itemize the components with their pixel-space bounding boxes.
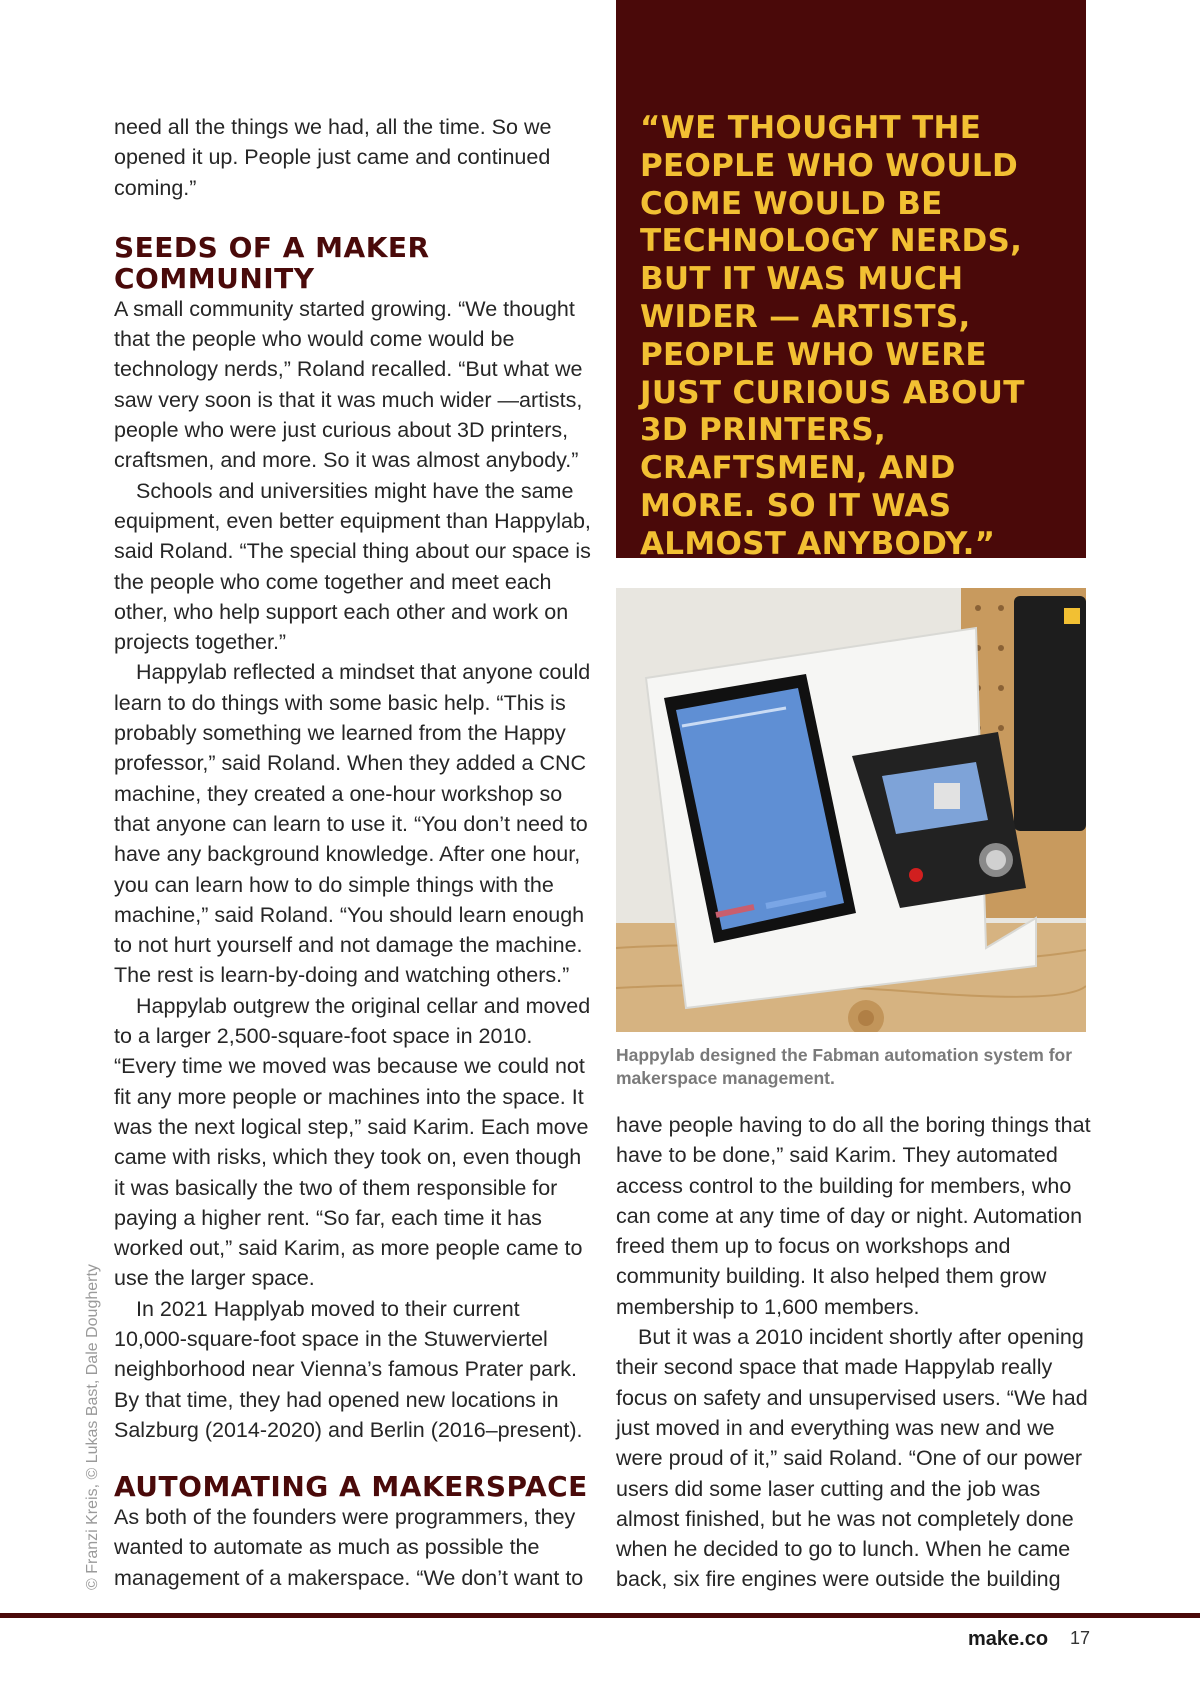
page-number: 17 xyxy=(1070,1628,1091,1648)
intro-paragraph: need all the things we had, all the time. So we opened it up. People just came and continued coming.” xyxy=(114,115,552,200)
section-heading-automating: AUTOMATING A MAKERSPACE xyxy=(114,1470,588,1504)
pull-quote-box xyxy=(616,0,1086,562)
fabman-photo xyxy=(616,588,1086,1032)
right-column xyxy=(616,1110,1094,1595)
body-paragraph: But it was a 2010 incident shortly after opening their second space that made Happylab really focus on safety and unsupervised users. “We had just moved in and everything was new and we were proud of it,” said Roland. “One of our power users did some laser cutting and the job was almost finished, but he was not completely done when he decided to go to lunch. When he came back, six fire engines were outside the building xyxy=(616,1325,1088,1592)
body-paragraph: have people having to do all the boring things that have to be done,” said Karim. They automated access control to the building for members, who can come at any time of day or night. Automation freed them up to focus on workshops and community building. It also helped them grow membership to 1,600 members. xyxy=(616,1113,1091,1319)
photo-credit: © Franzi Kreis, © Lukas Bast, Dale Dougherty xyxy=(84,1264,101,1590)
left-column xyxy=(114,112,592,1593)
body-paragraph: Schools and universities might have the same equipment, even better equipment than Happylab, said Roland. “The special thing about our space is the people who come together and meet each other, who help support each other and work on projects together.” xyxy=(114,478,591,655)
body-paragraph: A small community started growing. “We thought that the people who would come would be technology nerds,” Roland recalled. “But what we saw very soon is that it was much wider —artists, people who were just curious about 3D printers, craftsmen, and more. So it was almost anybody.” xyxy=(114,296,583,473)
body-paragraph: Happylab outgrew the original cellar and moved to a larger 2,500-square-foot space in 2010. “Every time we moved was because we could not fit any more people or machines into the space. It was the next logical step,” said Karim. Each move came with risks, which they took on, even though it was basically the two of them responsible for paying a higher rent. “So far, each time it has worked out,” said Karim, as more people came to use the larger space. xyxy=(114,993,591,1291)
photo-caption: Happylab designed the Fabman automation system for makerspace management. xyxy=(616,1045,1073,1088)
body-paragraph: As both of the founders were programmers, they wanted to automate as much as possible the management of a makerspace. “We don’t want to xyxy=(114,1505,584,1590)
footer-rule xyxy=(0,1613,1200,1618)
section-heading-seeds: SEEDS OF A MAKER COMMUNITY xyxy=(114,230,430,295)
footer-site-link[interactable]: make.co xyxy=(968,1628,1049,1650)
body-paragraph: In 2021 Happlyab moved to their current 10,000-square-foot space in the Stuwerviertel neighborhood near Vienna’s famous Prater park. By that time, they had opened new locations in Salzburg (2014-2020) and Berlin (2016–present). xyxy=(114,1296,583,1442)
pull-quote-text: “WE THOUGHT THE PEOPLE WHO WOULD COME WOULD BE TECHNOLOGY NERDS, BUT IT WAS MUCH WIDER — ARTISTS, PEOPLE WHO WERE JUST CURIOUS ABOUT 3D PRINTERS, CRAFTSMEN, AND MORE. SO IT WAS ALMOST ANYBODY.” xyxy=(640,110,1025,562)
body-paragraph: Happylab reflected a mindset that anyone could learn to do things with some basic help. “This is probably something we learned from the Happy professor,” said Roland. When they added a CNC machine, they created a one-hour workshop so that anyone can learn to use it. “You don’t need to have any background knowledge. After one hour, you can learn how to do simple things with the machine,” said Roland. “You should learn enough to not hurt yourself and not damage the machine. The rest is learn-by-doing and watching others.” xyxy=(114,660,591,988)
